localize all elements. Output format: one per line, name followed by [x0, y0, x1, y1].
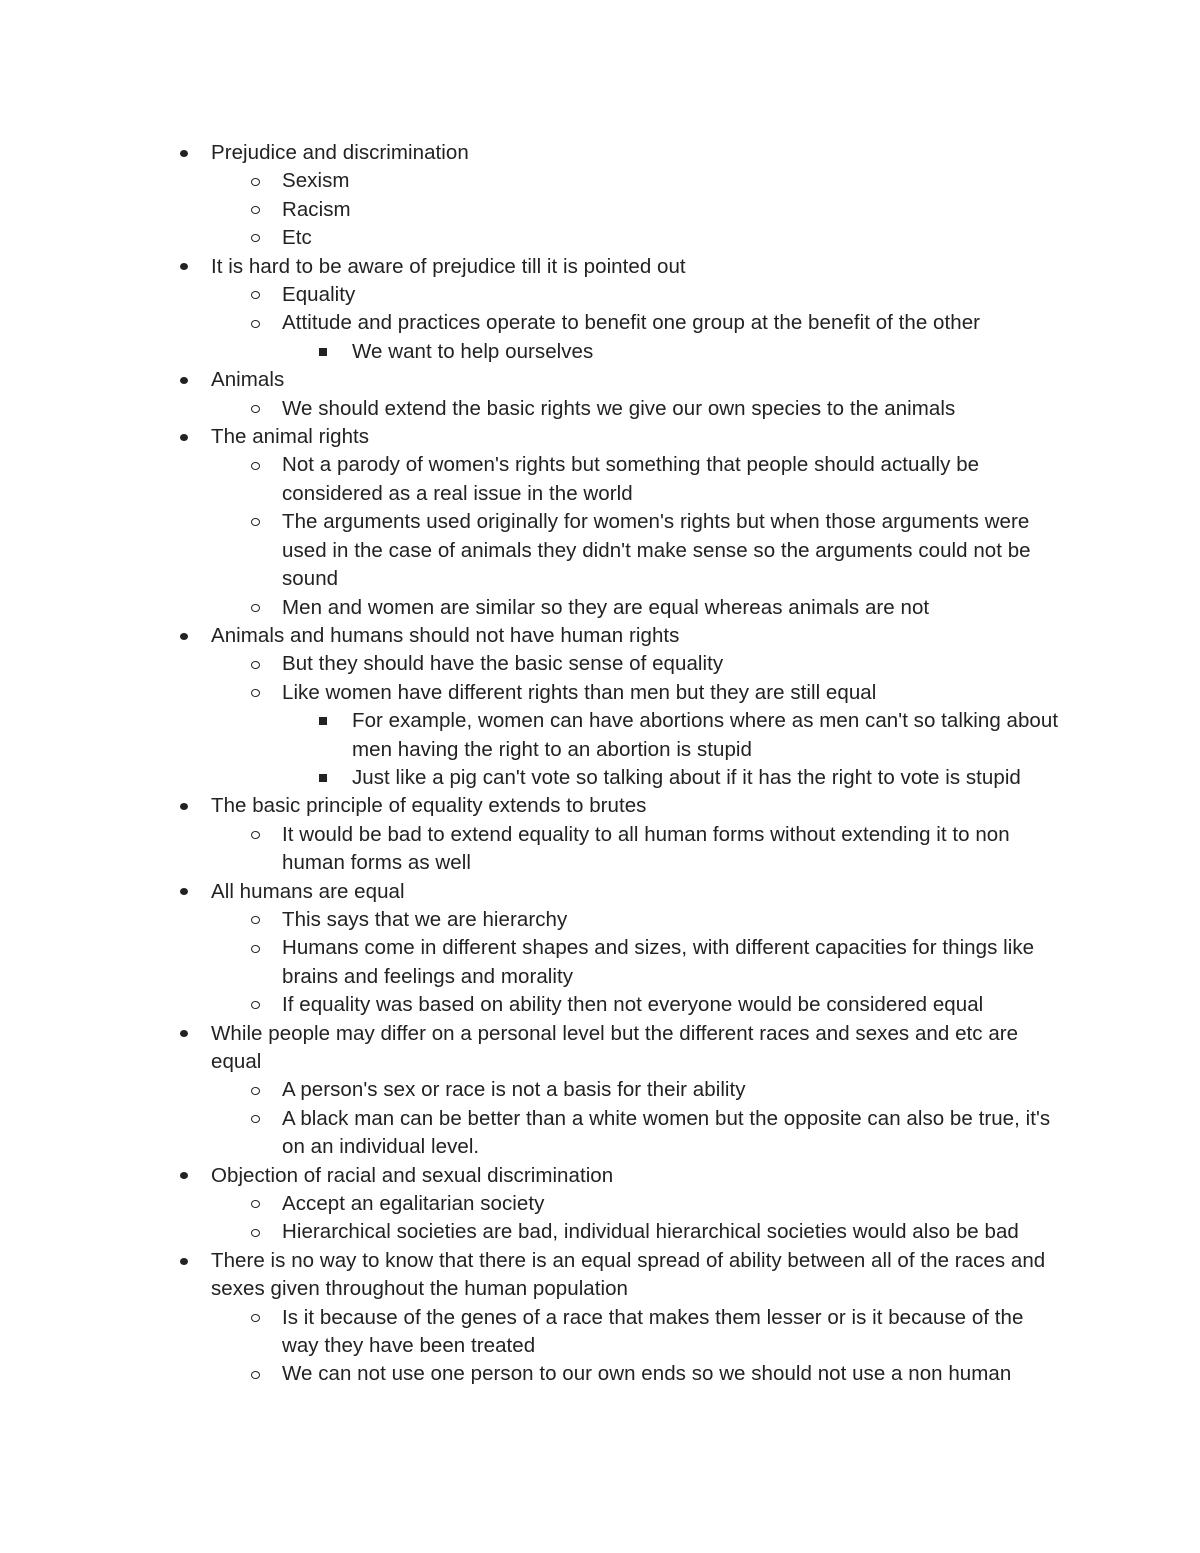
list-item-text: Etc: [282, 226, 312, 250]
disc-bullet-icon: [177, 139, 191, 167]
circle-bullet-icon: [248, 508, 262, 536]
list-item: [0, 792, 1061, 820]
circle-bullet-icon: [248, 196, 262, 224]
circle-bullet-icon: [248, 594, 262, 622]
circle-bullet-icon: [248, 679, 262, 707]
circle-bullet-icon: [248, 224, 262, 252]
list-item-text: Like women have different rights than men but they are still equal: [282, 680, 877, 704]
disc-bullet-icon: [177, 1020, 191, 1048]
list-item: [0, 707, 1064, 764]
disc-bullet-icon: [177, 878, 191, 906]
disc-bullet-icon: [177, 423, 191, 451]
list-item: [0, 253, 1061, 281]
circle-bullet-icon: [248, 906, 262, 934]
list-item: [0, 309, 1064, 337]
list-item-text: It would be bad to extend equality to all human forms without extending it to non human forms as well: [282, 822, 1010, 875]
disc-bullet-icon: [177, 1247, 191, 1275]
disc-bullet-icon: [177, 792, 191, 820]
list-item-text: Animals: [211, 368, 285, 392]
list-item: [0, 395, 1064, 423]
circle-bullet-icon: [248, 451, 262, 479]
circle-bullet-icon: [248, 395, 262, 423]
circle-bullet-icon: [248, 934, 262, 962]
disc-bullet-icon: [177, 622, 191, 650]
list-item-text: There is no way to know that there is an equal spread of ability between all of the races and sexes given throughout the human population: [211, 1248, 1046, 1301]
list-item-text: We want to help ourselves: [352, 339, 594, 363]
list-item: [0, 508, 1064, 593]
list-item: [0, 934, 1064, 991]
list-item: [0, 650, 1064, 678]
list-item-text: Prejudice and discrimination: [211, 141, 469, 164]
circle-bullet-icon: [248, 650, 262, 678]
list-item: [0, 622, 1061, 650]
bullet-list: [0, 139, 1200, 1389]
list-item-text: Sexism: [282, 169, 350, 193]
list-item: [0, 1304, 1064, 1361]
list-item: [0, 1190, 1064, 1218]
list-item-text: Objection of racial and sexual discrimination: [211, 1163, 614, 1187]
circle-bullet-icon: [248, 1360, 262, 1388]
list-item-text: It is hard to be aware of prejudice till it is pointed out: [211, 254, 686, 278]
list-item-text: The animal rights: [211, 425, 370, 449]
square-bullet-icon: [316, 764, 330, 792]
list-item-text: Hierarchical societies are bad, individual hierarchical societies would also be bad: [282, 1220, 1019, 1244]
circle-bullet-icon: [248, 1218, 262, 1246]
list-item-text: A person's sex or race is not a basis for their ability: [282, 1078, 746, 1102]
square-bullet-icon: [316, 338, 330, 366]
disc-bullet-icon: [177, 1162, 191, 1190]
circle-bullet-icon: [248, 281, 262, 309]
list-item-text: All humans are equal: [211, 879, 405, 903]
list-item: [0, 1360, 1064, 1388]
list-item-text: Just like a pig can't vote so talking about if it has the right to vote is stupid: [352, 765, 1021, 789]
list-item-text: Is it because of the genes of a race that makes them lesser or is it because of the way they have been treated: [282, 1305, 1024, 1358]
list-item-text: Humans come in different shapes and sizes, with different capacities for things like brains and feelings and morality: [282, 936, 1035, 988]
list-item-text: If equality was based on ability then not everyone would be considered equal: [282, 993, 984, 1017]
list-item: [0, 1076, 1064, 1104]
list-item-text: Accept an egalitarian society: [282, 1192, 545, 1216]
list-item: [0, 906, 1064, 934]
circle-bullet-icon: [248, 1190, 262, 1218]
disc-bullet-icon: [177, 253, 191, 281]
list-item: [0, 423, 1061, 451]
list-item-text: Men and women are similar so they are equal whereas animals are not: [282, 595, 930, 619]
list-item: [0, 878, 1061, 906]
list-item: [0, 821, 1064, 878]
list-item-text: We can not use one person to our own ends so we should not use a non human: [282, 1362, 1012, 1386]
list-item-text: Not a parody of women's rights but something that people should actually be considered as a real issue in the world: [282, 453, 980, 505]
list-item: [0, 196, 1064, 224]
disc-bullet-icon: [177, 366, 191, 394]
list-item: [0, 366, 1061, 394]
circle-bullet-icon: [248, 167, 262, 195]
list-item: [0, 1218, 1064, 1246]
list-item: [0, 1020, 1061, 1077]
list-item-text: But they should have the basic sense of equality: [282, 652, 724, 676]
list-item: [0, 224, 1064, 252]
list-item-text: This says that we are hierarchy: [282, 907, 568, 931]
circle-bullet-icon: [248, 1076, 262, 1104]
list-item: [0, 764, 1064, 792]
square-bullet-icon: [316, 707, 330, 735]
list-item-text: Racism: [282, 197, 351, 221]
list-item-text: The arguments used originally for women's rights but when those arguments were used in the case of animals they didn't make sense so the arguments could not be sound: [282, 510, 1031, 591]
list-item: [0, 281, 1064, 309]
list-item: [0, 338, 1064, 366]
list-item: [0, 679, 1064, 707]
list-item: [0, 991, 1064, 1019]
list-item: [0, 1105, 1064, 1162]
circle-bullet-icon: [248, 1105, 262, 1133]
list-item: [0, 167, 1064, 195]
list-item-text: Attitude and practices operate to benefit one group at the benefit of the other: [282, 311, 981, 335]
circle-bullet-icon: [248, 309, 262, 337]
list-item-text: We should extend the basic rights we give our own species to the animals: [282, 396, 956, 420]
circle-bullet-icon: [248, 821, 262, 849]
list-item-text: For example, women can have abortions where as men can't so talking about men having the right to an abortion is stupid: [352, 709, 1059, 761]
list-item: [0, 1162, 1061, 1190]
list-item: [0, 451, 1064, 508]
list-item-text: While people may differ on a personal level but the different races and sexes and etc are equal: [211, 1021, 1019, 1073]
circle-bullet-icon: [248, 991, 262, 1019]
list-item: [0, 1247, 1061, 1304]
list-item-text: A black man can be better than a white women but the opposite can also be true, it's on an individual level.: [282, 1106, 1051, 1159]
list-item: [0, 594, 1064, 622]
list-item-text: Equality: [282, 283, 356, 307]
list-item-text: The basic principle of equality extends to brutes: [211, 794, 647, 818]
list-item: [0, 139, 1061, 167]
circle-bullet-icon: [248, 1304, 262, 1332]
list-item-text: Animals and humans should not have human rights: [211, 623, 680, 647]
